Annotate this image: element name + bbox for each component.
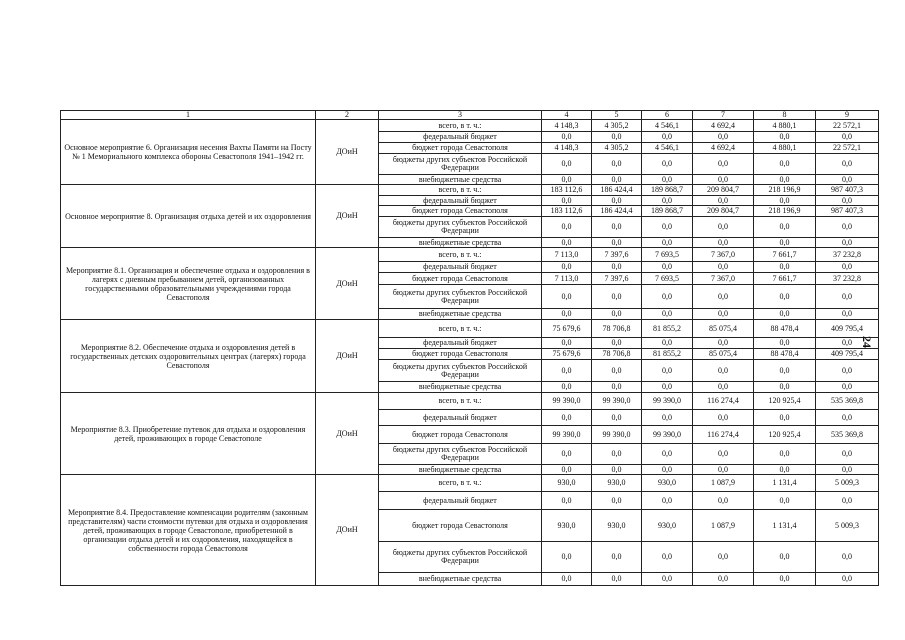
value-cell: 0,0: [693, 262, 754, 273]
value-cell: 116 274,4: [693, 393, 754, 410]
value-cell: 99 390,0: [642, 393, 693, 410]
funding-source: всего, в т. ч.:: [379, 393, 542, 410]
value-cell: 0,0: [542, 444, 592, 465]
funding-source: федеральный бюджет: [379, 338, 542, 349]
header-cell: 2: [316, 111, 379, 120]
funding-source: федеральный бюджет: [379, 410, 542, 426]
value-cell: 0,0: [754, 217, 816, 238]
executor-cell: ДОиН: [316, 475, 379, 586]
value-cell: 0,0: [542, 285, 592, 309]
value-cell: 0,0: [642, 492, 693, 510]
funding-source: всего, в т. ч.:: [379, 320, 542, 338]
funding-source: внебюджетные средства: [379, 238, 542, 248]
value-cell: 0,0: [542, 382, 592, 393]
value-cell: 189 868,7: [642, 185, 693, 196]
value-cell: 1 131,4: [754, 510, 816, 542]
value-cell: 189 868,7: [642, 206, 693, 217]
value-cell: 78 706,8: [592, 320, 642, 338]
value-cell: 0,0: [642, 154, 693, 175]
value-cell: 0,0: [693, 175, 754, 185]
value-cell: 409 795,4: [816, 320, 879, 338]
value-cell: 0,0: [754, 285, 816, 309]
value-cell: 0,0: [693, 410, 754, 426]
value-cell: 987 407,3: [816, 185, 879, 196]
value-cell: 0,0: [754, 542, 816, 573]
value-cell: 0,0: [642, 338, 693, 349]
value-cell: 0,0: [816, 309, 879, 320]
value-cell: 0,0: [816, 217, 879, 238]
value-cell: 930,0: [642, 475, 693, 492]
value-cell: 0,0: [754, 410, 816, 426]
value-cell: 22 572,1: [816, 120, 879, 132]
value-cell: 0,0: [642, 444, 693, 465]
value-cell: 7 693,5: [642, 248, 693, 262]
value-cell: 0,0: [542, 238, 592, 248]
table-body: [61, 120, 879, 586]
value-cell: 7 367,0: [693, 273, 754, 285]
value-cell: 99 390,0: [542, 426, 592, 444]
funding-source: внебюджетные средства: [379, 382, 542, 393]
value-cell: 0,0: [642, 285, 693, 309]
value-cell: 4 880,1: [754, 120, 816, 132]
table-row: [61, 475, 879, 492]
value-cell: 0,0: [592, 465, 642, 475]
value-cell: 7 661,7: [754, 248, 816, 262]
value-cell: 0,0: [816, 444, 879, 465]
value-cell: 88 478,4: [754, 320, 816, 338]
value-cell: 218 196,9: [754, 206, 816, 217]
value-cell: 186 424,4: [592, 206, 642, 217]
header-cell: 9: [816, 111, 879, 120]
value-cell: 0,0: [542, 465, 592, 475]
value-cell: 0,0: [642, 262, 693, 273]
value-cell: 1 087,9: [693, 475, 754, 492]
value-cell: 4 546,1: [642, 143, 693, 154]
value-cell: 209 804,7: [693, 185, 754, 196]
value-cell: 0,0: [754, 360, 816, 382]
value-cell: 99 390,0: [542, 393, 592, 410]
value-cell: 0,0: [754, 175, 816, 185]
value-cell: 0,0: [816, 338, 879, 349]
funding-source: внебюджетные средства: [379, 175, 542, 185]
value-cell: 85 075,4: [693, 349, 754, 360]
value-cell: 0,0: [693, 309, 754, 320]
value-cell: 75 679,6: [542, 320, 592, 338]
value-cell: 409 795,4: [816, 349, 879, 360]
value-cell: 0,0: [642, 542, 693, 573]
value-cell: 987 407,3: [816, 206, 879, 217]
value-cell: 0,0: [542, 175, 592, 185]
value-cell: 0,0: [754, 238, 816, 248]
funding-source: бюджет города Севастополя: [379, 206, 542, 217]
value-cell: 0,0: [754, 382, 816, 393]
value-cell: 0,0: [693, 238, 754, 248]
funding-source: всего, в т. ч.:: [379, 185, 542, 196]
value-cell: 7 113,0: [542, 248, 592, 262]
funding-source: бюджет города Севастополя: [379, 426, 542, 444]
value-cell: 120 925,4: [754, 426, 816, 444]
value-cell: 0,0: [816, 262, 879, 273]
funding-source: внебюджетные средства: [379, 465, 542, 475]
value-cell: 75 679,6: [542, 349, 592, 360]
value-cell: 0,0: [816, 132, 879, 143]
value-cell: 4 692,4: [693, 143, 754, 154]
value-cell: 7 367,0: [693, 248, 754, 262]
value-cell: 0,0: [592, 573, 642, 586]
value-cell: 0,0: [592, 444, 642, 465]
value-cell: 0,0: [816, 410, 879, 426]
value-cell: 0,0: [642, 175, 693, 185]
funding-source: федеральный бюджет: [379, 132, 542, 143]
funding-source: бюджет города Севастополя: [379, 510, 542, 542]
value-cell: 0,0: [592, 410, 642, 426]
value-cell: 37 232,8: [816, 273, 879, 285]
value-cell: 81 855,2: [642, 349, 693, 360]
value-cell: 0,0: [754, 465, 816, 475]
value-cell: 0,0: [642, 132, 693, 143]
value-cell: 0,0: [542, 309, 592, 320]
executor-cell: ДОиН: [316, 320, 379, 393]
value-cell: 7 397,6: [592, 248, 642, 262]
value-cell: 5 009,3: [816, 475, 879, 492]
value-cell: 0,0: [816, 573, 879, 586]
value-cell: 4 692,4: [693, 120, 754, 132]
value-cell: 0,0: [542, 217, 592, 238]
activity-name: Мероприятие 8.1. Организация и обеспечение отдыха и оздоровления в лагерях с дневным пребыванием детей, организованных государственными образовательными учреждениями города Севастополя: [61, 248, 316, 320]
activity-name: Мероприятие 8.2. Обеспечение отдыха и оздоровления детей в государственных детских оздоровительных центрах (лагерях) города Севастополя: [61, 320, 316, 393]
value-cell: 4 305,2: [592, 120, 642, 132]
table-row: [61, 248, 879, 262]
value-cell: 0,0: [592, 238, 642, 248]
value-cell: 0,0: [693, 465, 754, 475]
funding-source: бюджет города Севастополя: [379, 349, 542, 360]
value-cell: 0,0: [754, 132, 816, 143]
value-cell: 0,0: [592, 154, 642, 175]
value-cell: 1 087,9: [693, 510, 754, 542]
funding-source: внебюджетные средства: [379, 573, 542, 586]
value-cell: 0,0: [592, 132, 642, 143]
value-cell: 4 148,3: [542, 143, 592, 154]
table-row: [61, 393, 879, 410]
value-cell: 7 693,5: [642, 273, 693, 285]
value-cell: 0,0: [542, 262, 592, 273]
value-cell: 0,0: [693, 542, 754, 573]
value-cell: 0,0: [816, 382, 879, 393]
executor-cell: ДОиН: [316, 393, 379, 475]
value-cell: 0,0: [693, 492, 754, 510]
value-cell: 0,0: [642, 238, 693, 248]
value-cell: 0,0: [693, 338, 754, 349]
value-cell: 0,0: [693, 573, 754, 586]
value-cell: 0,0: [642, 465, 693, 475]
value-cell: 0,0: [642, 360, 693, 382]
value-cell: 0,0: [693, 360, 754, 382]
value-cell: 0,0: [592, 309, 642, 320]
value-cell: 0,0: [542, 410, 592, 426]
value-cell: 4 880,1: [754, 143, 816, 154]
value-cell: 535 369,8: [816, 426, 879, 444]
value-cell: 0,0: [816, 154, 879, 175]
value-cell: 78 706,8: [592, 349, 642, 360]
value-cell: 0,0: [754, 338, 816, 349]
value-cell: 0,0: [693, 444, 754, 465]
value-cell: 99 390,0: [642, 426, 693, 444]
value-cell: 183 112,6: [542, 185, 592, 196]
activity-name: Мероприятие 8.4. Предоставление компенсации родителям (законным представителям) части стоимости путевки для отдыха и оздоровления детей, проживающих в городе Севастополе, приобретенной в организации отдыха детей и их оздоровления, находящейся в собственности города Севастополя: [61, 475, 316, 586]
value-cell: 0,0: [816, 285, 879, 309]
value-cell: 0,0: [693, 154, 754, 175]
value-cell: 0,0: [592, 492, 642, 510]
value-cell: 0,0: [754, 444, 816, 465]
header-cell: 1: [61, 111, 316, 120]
funding-source: бюджеты других субъектов Российской Федерации: [379, 444, 542, 465]
value-cell: 0,0: [642, 573, 693, 586]
value-cell: 0,0: [754, 196, 816, 206]
value-cell: 7 113,0: [542, 273, 592, 285]
table-row: [61, 320, 879, 338]
value-cell: 4 148,3: [542, 120, 592, 132]
value-cell: 0,0: [693, 196, 754, 206]
funding-source: всего, в т. ч.:: [379, 475, 542, 492]
value-cell: 22 572,1: [816, 143, 879, 154]
value-cell: 0,0: [693, 382, 754, 393]
value-cell: 0,0: [816, 238, 879, 248]
value-cell: 88 478,4: [754, 349, 816, 360]
value-cell: 0,0: [816, 196, 879, 206]
value-cell: 0,0: [693, 217, 754, 238]
value-cell: 209 804,7: [693, 206, 754, 217]
header-cell: 7: [693, 111, 754, 120]
executor-cell: ДОиН: [316, 248, 379, 320]
funding-source: внебюджетные средства: [379, 309, 542, 320]
value-cell: 99 390,0: [592, 426, 642, 444]
executor-cell: ДОиН: [316, 120, 379, 185]
budget-table: [60, 110, 879, 586]
value-cell: 0,0: [693, 132, 754, 143]
page-number: 24: [860, 336, 874, 348]
funding-source: всего, в т. ч.:: [379, 248, 542, 262]
funding-source: бюджеты других субъектов Российской Федерации: [379, 542, 542, 573]
table-row: [61, 120, 879, 132]
value-cell: 4 546,1: [642, 120, 693, 132]
header-cell: 3: [379, 111, 542, 120]
funding-source: бюджет города Севастополя: [379, 273, 542, 285]
funding-source: бюджеты других субъектов Российской Федерации: [379, 360, 542, 382]
funding-source: бюджет города Севастополя: [379, 143, 542, 154]
activity-name: Основное мероприятие 8. Организация отдыха детей и их оздоровления: [61, 185, 316, 248]
value-cell: 81 855,2: [642, 320, 693, 338]
value-cell: 1 131,4: [754, 475, 816, 492]
value-cell: 535 369,8: [816, 393, 879, 410]
value-cell: 0,0: [542, 196, 592, 206]
funding-source: бюджеты других субъектов Российской Федерации: [379, 217, 542, 238]
value-cell: 4 305,2: [592, 143, 642, 154]
value-cell: 930,0: [542, 475, 592, 492]
header-cell: 4: [542, 111, 592, 120]
value-cell: 0,0: [754, 309, 816, 320]
value-cell: 0,0: [592, 262, 642, 273]
value-cell: 930,0: [542, 510, 592, 542]
value-cell: 0,0: [592, 360, 642, 382]
value-cell: 0,0: [642, 382, 693, 393]
value-cell: 0,0: [754, 492, 816, 510]
value-cell: 99 390,0: [592, 393, 642, 410]
header-cell: 5: [592, 111, 642, 120]
value-cell: 930,0: [592, 510, 642, 542]
value-cell: 183 112,6: [542, 206, 592, 217]
value-cell: 85 075,4: [693, 320, 754, 338]
header-row: [61, 111, 879, 120]
value-cell: 0,0: [592, 338, 642, 349]
value-cell: 0,0: [816, 542, 879, 573]
funding-source: федеральный бюджет: [379, 196, 542, 206]
value-cell: 0,0: [542, 338, 592, 349]
funding-source: федеральный бюджет: [379, 262, 542, 273]
value-cell: 0,0: [592, 217, 642, 238]
value-cell: 0,0: [816, 360, 879, 382]
value-cell: 0,0: [816, 175, 879, 185]
activity-name: Основное мероприятие 6. Организация несения Вахты Памяти на Посту № 1 Мемориального комплекса обороны Севастополя 1941–1942 гг.: [61, 120, 316, 185]
value-cell: 186 424,4: [592, 185, 642, 196]
value-cell: 0,0: [816, 465, 879, 475]
value-cell: 37 232,8: [816, 248, 879, 262]
value-cell: 0,0: [542, 573, 592, 586]
value-cell: 7 661,7: [754, 273, 816, 285]
value-cell: 0,0: [542, 132, 592, 143]
value-cell: 0,0: [592, 175, 642, 185]
funding-source: бюджеты других субъектов Российской Федерации: [379, 154, 542, 175]
header-cell: 6: [642, 111, 693, 120]
funding-source: всего, в т. ч.:: [379, 120, 542, 132]
value-cell: 0,0: [592, 542, 642, 573]
value-cell: 0,0: [542, 492, 592, 510]
funding-source: федеральный бюджет: [379, 492, 542, 510]
value-cell: 0,0: [642, 217, 693, 238]
value-cell: 0,0: [542, 154, 592, 175]
value-cell: 0,0: [642, 410, 693, 426]
value-cell: 930,0: [592, 475, 642, 492]
funding-source: бюджеты других субъектов Российской Федерации: [379, 285, 542, 309]
value-cell: 120 925,4: [754, 393, 816, 410]
value-cell: 0,0: [592, 196, 642, 206]
header-cell: 8: [754, 111, 816, 120]
value-cell: 0,0: [816, 492, 879, 510]
value-cell: 930,0: [642, 510, 693, 542]
value-cell: 0,0: [542, 542, 592, 573]
value-cell: 5 009,3: [816, 510, 879, 542]
activity-name: Мероприятие 8.3. Приобретение путевок для отдыха и оздоровления детей, проживающих в городе Севастополе: [61, 393, 316, 475]
value-cell: 0,0: [754, 154, 816, 175]
value-cell: 0,0: [592, 382, 642, 393]
value-cell: 0,0: [592, 285, 642, 309]
value-cell: 0,0: [642, 309, 693, 320]
value-cell: 0,0: [693, 285, 754, 309]
value-cell: 0,0: [754, 573, 816, 586]
value-cell: 218 196,9: [754, 185, 816, 196]
value-cell: 0,0: [754, 262, 816, 273]
value-cell: 116 274,4: [693, 426, 754, 444]
table-row: [61, 185, 879, 196]
executor-cell: ДОиН: [316, 185, 379, 248]
value-cell: 0,0: [642, 196, 693, 206]
value-cell: 0,0: [542, 360, 592, 382]
value-cell: 7 397,6: [592, 273, 642, 285]
